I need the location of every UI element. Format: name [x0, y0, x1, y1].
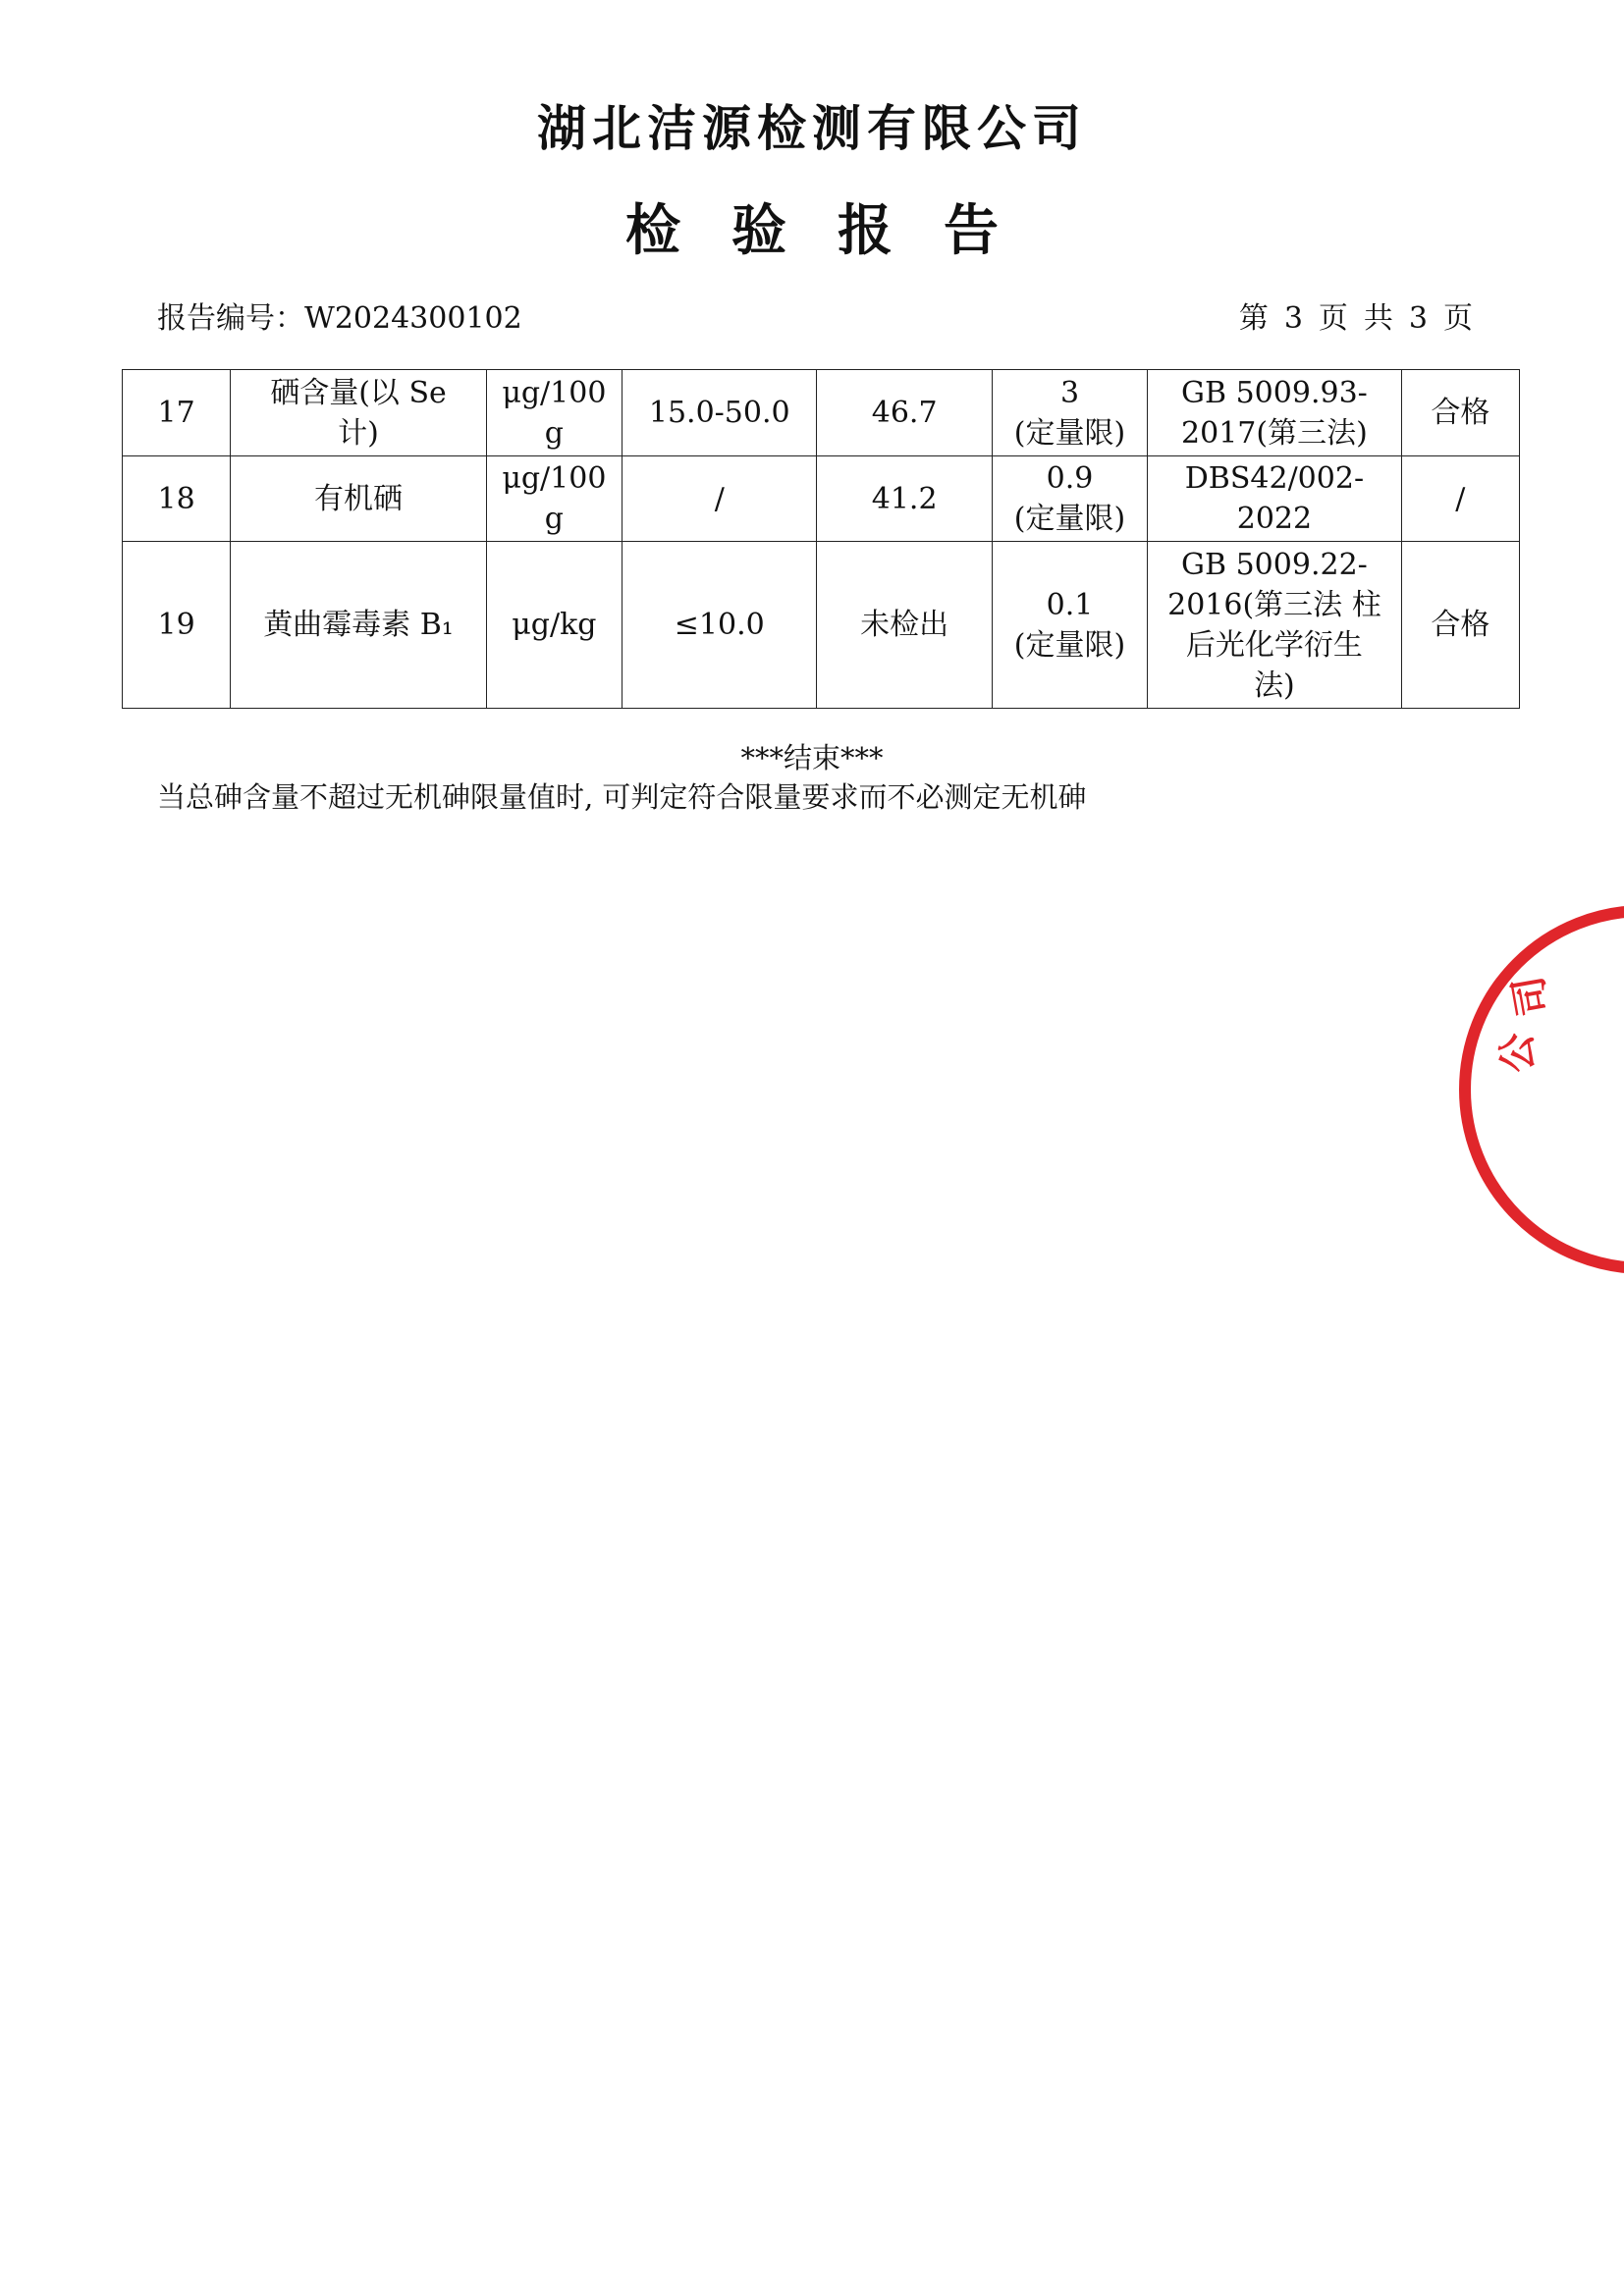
- test-method-line: 法): [1254, 667, 1295, 703]
- company-name: 湖北洁源检测有限公司: [537, 100, 1087, 157]
- row-number: 17: [123, 370, 231, 456]
- report-title-char: 报: [838, 199, 893, 263]
- page-indicator-part: 3: [1283, 301, 1303, 336]
- page-indicator-part: 页: [1443, 301, 1473, 336]
- test-item: [231, 370, 487, 456]
- report-title-char: 告: [944, 199, 999, 263]
- report-title: [0, 194, 1624, 269]
- quantitation-limit-line: 0.1: [1046, 587, 1094, 622]
- quantitation-limit: [992, 370, 1147, 456]
- page-indicator: [1223, 296, 1473, 342]
- test-item: [231, 456, 487, 542]
- unit-line: μg/kg: [512, 608, 597, 642]
- end-mark: ***结束***: [740, 741, 884, 774]
- standard-limit: /: [623, 456, 817, 542]
- test-method-line: DBS42/002-: [1184, 461, 1365, 496]
- test-item-line: 硒含量(以 Se: [270, 375, 447, 410]
- judgement: 合格: [1401, 542, 1519, 709]
- judgement: /: [1401, 456, 1519, 542]
- footnote: 当总砷含量不超过无机砷限量值时, 可判定符合限量要求而不必测定无机砷: [157, 780, 1087, 814]
- row-number: 18: [123, 456, 231, 542]
- report-meta: [157, 296, 1473, 342]
- test-method: [1148, 456, 1402, 542]
- page-indicator-part: 第: [1238, 301, 1269, 336]
- quantitation-limit-line: (定量限): [1013, 415, 1126, 451]
- test-method: [1148, 370, 1402, 456]
- seal-lettering: [1495, 973, 1557, 1073]
- test-method-line: 2022: [1236, 502, 1313, 536]
- test-method-line: GB 5009.93-: [1181, 375, 1368, 410]
- judgement: 合格: [1401, 370, 1519, 456]
- svg-text:司: 司: [1505, 972, 1557, 1020]
- test-method-line: 2016(第三法 柱: [1167, 587, 1381, 622]
- standard-limit: 15.0-50.0: [623, 370, 817, 456]
- svg-text:公: 公: [1494, 1032, 1542, 1074]
- standard-limit: ≤10.0: [623, 542, 817, 709]
- quantitation-limit-line: (定量限): [1013, 627, 1126, 663]
- table-row: [123, 456, 1520, 542]
- unit-line: g: [544, 415, 565, 451]
- test-item-line: 黄曲霉毒素 B₁: [263, 608, 454, 642]
- company-seal-stamp: [1441, 883, 1624, 1296]
- table-row: [123, 542, 1520, 709]
- quantitation-limit-line: 0.9: [1046, 461, 1094, 496]
- report-title-char: 检: [625, 199, 680, 263]
- test-item: [231, 542, 487, 709]
- seal-ring: [1465, 911, 1624, 1268]
- test-item-line: 有机硒: [313, 481, 403, 516]
- results-table: [122, 369, 1520, 709]
- unit-line: g: [544, 502, 565, 536]
- test-item-line: 计): [338, 415, 379, 451]
- unit: [486, 370, 622, 456]
- test-result: 46.7: [817, 370, 992, 456]
- test-method-line: GB 5009.22-: [1181, 547, 1368, 582]
- quantitation-limit: [992, 542, 1147, 709]
- quantitation-limit-line: 3: [1059, 375, 1080, 410]
- page-indicator-part: 共: [1363, 301, 1393, 336]
- report-title-char: 验: [731, 199, 786, 263]
- unit-line: μg/100: [502, 375, 607, 410]
- table-row: [123, 370, 1520, 456]
- report-number: [157, 296, 522, 342]
- unit-line: μg/100: [502, 461, 607, 496]
- unit: [486, 456, 622, 542]
- test-method-line: 2017(第三法): [1181, 415, 1368, 451]
- unit: [486, 542, 622, 709]
- row-number: 19: [123, 542, 231, 709]
- test-method-line: 后光化学衍生: [1185, 627, 1363, 663]
- quantitation-limit: [992, 456, 1147, 542]
- page-indicator-part: 页: [1318, 301, 1348, 336]
- report-number-value: W2024300102: [304, 301, 522, 336]
- test-result: 未检出: [817, 542, 992, 709]
- quantitation-limit-line: (定量限): [1013, 502, 1126, 536]
- test-method: [1148, 542, 1402, 709]
- test-result: 41.2: [817, 456, 992, 542]
- report-number-label: 报告编号：: [157, 301, 304, 336]
- page-indicator-part: 3: [1408, 301, 1428, 336]
